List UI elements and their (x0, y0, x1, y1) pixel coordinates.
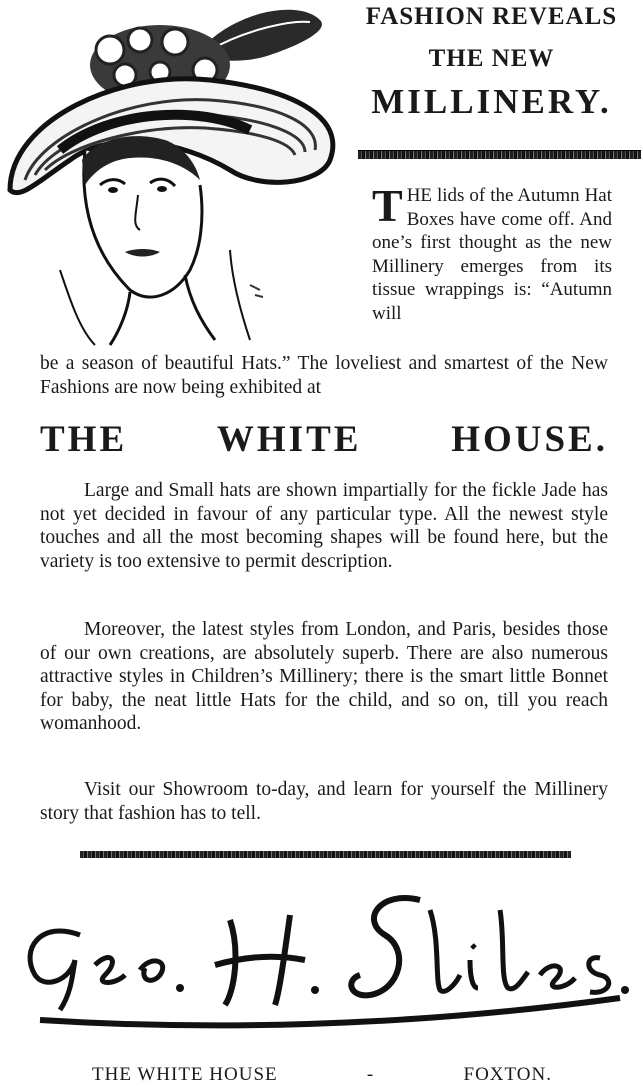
intro-right-column (372, 180, 612, 325)
intro-continued-text: be a season of beautiful Hats.” The loveliest and smartest of the New Fashions are now being exhibited at (40, 353, 608, 398)
shop-name-heading (40, 420, 608, 460)
footer-shop-name: THE WHITE HOUSE (92, 1064, 278, 1085)
footer-separator: - (366, 1064, 375, 1085)
shop-name-word-2: WHITE (216, 419, 362, 460)
bottom-divider-rule (80, 851, 571, 858)
headline-line-3: MILLINERY. (371, 82, 612, 121)
paragraph-large-small-hats: Large and Small hats are shown impartially for the fickle Jade has not yet decided in favour of any particular type. All the newest style touches and all the most becoming shapes will be found here, but the variety is too extensive to permit description. (40, 480, 608, 572)
paragraph-visit-showroom: Visit our Showroom to-day, and learn for yourself the Millinery story that fashion has to tell. (40, 779, 608, 824)
headline-line-2: THE NEW (428, 45, 555, 72)
footer-town: FOXTON. (463, 1064, 552, 1085)
woman-in-hat-illustration (0, 0, 345, 350)
top-divider-rule (358, 150, 641, 159)
headline (340, 0, 643, 122)
signature-glyph (30, 931, 80, 1010)
shop-name-word-1: THE (40, 419, 128, 460)
intro-text: HE lids of the Autumn Hat Boxes have come off. And one’s first thought as the new Millinery emerges from its tissue wrappings is: “Autumn will (372, 185, 612, 324)
shop-name-word-3: HOUSE. (451, 419, 608, 460)
footer (92, 1064, 552, 1086)
drop-cap: T (372, 180, 403, 231)
signature (0, 880, 643, 1050)
headline-line-1: FASHION REVEALS (365, 3, 618, 30)
paragraph-latest-styles: Moreover, the latest styles from London, and Paris, besides those of our own creations, are absolutely superb. There are also numerous attractive styles in Children’s Millinery; there is the smart little Bonnet for baby, the neat little Hats for the child, and so on, till you reach womanhood. (40, 619, 608, 734)
